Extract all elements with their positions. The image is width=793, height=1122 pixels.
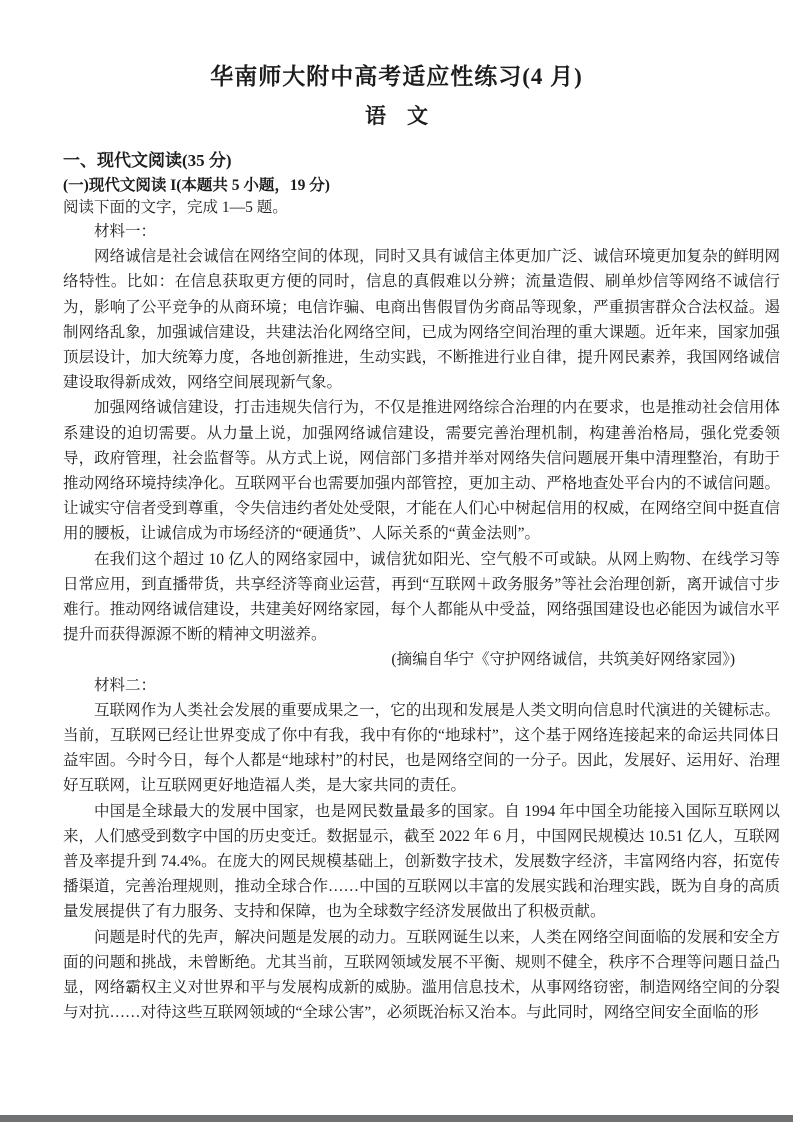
material-1-paragraph-3: 在我们这个超过 10 亿人的网络家园中，诚信犹如阳光、空气般不可或缺。从网上购物、在线学习等日常应用，到直播带货，共享经济等商业运营，再到“互联网＋政务服务”等社会治理创新，离开诚信寸步难行。推动网络诚信建设，共建美好网络家园，每个人都能从中受益，网络强国建设也必能因为诚信水平提升而获得源源不断的精神文明滋养。 [63,550,780,644]
material-1-paragraph-1: 网络诚信是社会诚信在网络空间的体现，同时又具有诚信主体更加广泛、诚信环境更加复杂的鲜明网络特性。比如：在信息获取更方便的同时，信息的真假难以分辨；流量造假、刷单炒信等网络不诚信行为，影响了公平竞争的从商环境；电信诈骗、电商出售假冒伪劣商品等现象，严重损害群众合法权益。遏制网络乱象，加强诚信建设，共建法治化网络空间，已成为网络空间治理的重大课题。近年来，国家加强顶层设计，加大统筹力度，各地创新推进，生动实践，不断推进行业自律，提升网民素养，我国网络诚信建设取得新成效，网络空间展现新气象。 [63,248,780,392]
viewer-bottom-edge [0,1115,793,1122]
document-body [63,150,780,1026]
material-1-label: 材料一： [94,223,157,240]
doc-subject: 语 文 [365,104,428,128]
reading-instruction: 阅读下面的文字，完成 1—5 题。 [63,199,288,216]
material-1-paragraph-2: 加强网络诚信建设，打击违规失信行为，不仅是推进网络综合治理的内在要求，也是推动社会信用体系建设的迫切需要。从力量上说，加强网络诚信建设，需要完善治理机制，构建善治格局，强化党委领导，政府管理，社会监督等。从方式上说，网信部门多措并举对网络失信问题展开集中清理整治，有助于推动网络环境持续净化。互联网平台也需要加强内部管控，更加主动、严格地查处平台内的不诚信问题。让诚实守信者受到尊重，令失信违约者处处受限，才能在人们心中树起信用的权威，在网络空间中挺直信用的腰板，让诚信成为市场经济的“硬通货”、人际关系的“黄金法则”。 [63,399,780,543]
passage-text [63,219,780,1026]
subsection-heading: (一)现代文阅读 I(本题共 5 小题，19 分) [63,177,330,194]
material-2-paragraph-2: 中国是全球最大的发展中国家，也是网民数量最多的国家。自 1994 年中国全功能接入国际互联网以来，人们感受到数字中国的历史变迁。数据显示，截至 2022 年 6 月，中国网民规模达 10.51 亿人，互联网普及率提升到 74.4%。在庞大的网民规模基础上，创新数字技术，发展数字经济，丰富网络内容，拓宽传播渠道，完善治理规则，推动全球合作……中国的互联网以丰富的发展实践和治理实践，既为自身的高质量发展提供了有力服务、支持和保障，也为全球数字经济发展做出了积极贡献。 [63,802,780,921]
material-2-paragraph-3: 问题是时代的先声，解决问题是发展的动力。互联网诞生以来，人类在网络空间面临的发展和安全方面的问题和挑战，未曾断绝。尤其当前，互联网领域发展不平衡、规则不健全，秩序不合理等问题日益凸显，网络霸权主义对世界和平与发展构成新的威胁。滥用信息技术，从事网络窃密，制造网络空间的分裂与对抗……对待这些互联网领域的“全球公害”，必须既治标又治本。与此同时，网络空间安全面临的形 [63,928,780,1022]
material-2-label: 材料二： [94,676,157,694]
material-1-attribution: (摘编自华宁《守护网络诚信，共筑美好网络家园》) [391,651,735,669]
material-2-paragraph-1: 互联网作为人类社会发展的重要成果之一，它的出现和发展是人类文明向信息时代演进的关键标志。当前，互联网已经让世界变成了你中有我，我中有你的“地球村”，这个基于网络连接起来的命运共同体日益牢固。今时今日，每个人都是“地球村”的村民，也是网络空间的一分子。因此，发展好、运用好、治理好互联网，让互联网更好地造福人类，是大家共同的责任。 [63,701,780,795]
doc-title: 华南师大附中高考适应性练习(4 月) [210,64,583,89]
section-heading: 一、现代文阅读(35 分) [63,151,232,170]
